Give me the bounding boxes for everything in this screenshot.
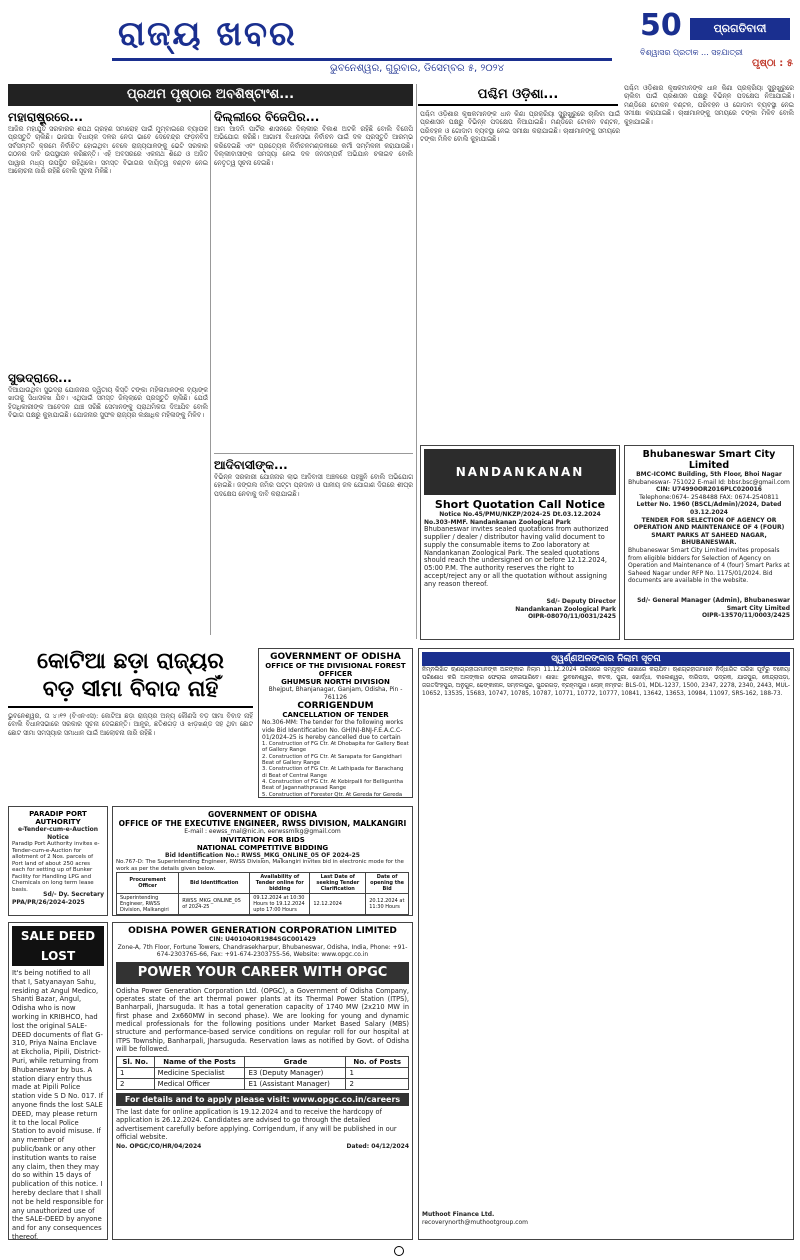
nandankanan-sign: Sd/- Deputy Director <box>546 598 616 606</box>
story-body-maharashtra: ଆଜିର ମହାଯୁତି ସରକାରର ଶପଥ ଗ୍ରହଣ ସମାରୋହ ପାଇଁ ମୁମ୍ବାଇରେ ବ୍ୟାପକ ପ୍ରସ୍ତୁତି ଚାଲିଛି। ଭାଜପା ବିଧାୟକ ଦଳର ନେତା ଭାବେ ଦେବେନ୍ଦ୍ର ଫଡ଼ନବିସ ସର୍ବସମ୍ମତି କ୍ରମେ ନିର୍ବାଚିତ ହୋଇଥିବା ବେଳେ ରାଜ୍ୟପାଳଙ୍କୁ ଭେଟି ସରକାର ଗଠନର ଦାବି ଉପସ୍ଥାପନ କରିଛନ୍ତି। ଏହି ଅବସରରେ ଏକନାଥ ଶିନ୍ଦେ ଓ ଅଜିତ ପାୱାର ମଧ୍ୟ ଉପସ୍ଥିତ ରହିଥିଲେ। ସମସ୍ତ ବିଭାଗର ଦାୟିତ୍ୱ ବଣ୍ଟନ ନେଇ ଆଲୋଚନା ଜାରି ରହିଛି ବୋଲି ସୂଚନା ମିଳିଛି। <box>8 125 208 176</box>
opgc-cell: Medicine Specialist <box>154 1068 245 1079</box>
gold-auction-ad <box>418 648 794 1240</box>
opgc-cell: Medical Officer <box>154 1079 245 1090</box>
rwss-col: Availability of Tender online for bidding <box>250 873 310 894</box>
rwss-head2: OFFICE OF THE EXECUTIVE ENGINEER, RWSS DIVISION, MALKANGIRI <box>118 819 407 828</box>
page-number: ପୃଷ୍ଠା : ୫ <box>752 58 794 69</box>
rwss-cell: Superintending Engineer, RWSS Division, Malkangiri <box>117 894 179 915</box>
table-row <box>117 1068 409 1079</box>
opgc-date: Dated: 04/12/2024 <box>346 1143 409 1151</box>
rwss-sub: NATIONAL COMPETITIVE BIDDING <box>196 843 329 852</box>
story-body-dilli: ଆମ ଆଦମି ପାର୍ଟିର ଶାସନରେ ଦିଲ୍ଲୀର ବିକାଶ ଅଟକି ରହିଛି ବୋଲି ବିଜେପି ଅଭିଯୋଗ କରିଛି। ଆଗାମୀ ବିଧାନସଭା ନିର୍ବାଚନ ପାଇଁ ଦଳ ପ୍ରସ୍ତୁତି ଆରମ୍ଭ କରିଦେଇଛି ଏବଂ ପ୍ରତ୍ୟେକ ନିର୍ବାଚନମଣ୍ଡଳୀରେ କର୍ମୀ ସମ୍ମିଳନୀ କରାଯାଉଛି। ଦିଲ୍ଲୀବାସୀଙ୍କ ସମସ୍ୟା ନେଇ ଦଳ ଜନସମ୍ପର୍କ ଅଭିଯାନ ଚଳାଇବ ବୋଲି ନେତୃତ୍ୱ ସୂଚନା ଦେଇଛି। <box>214 125 413 167</box>
paradip-sign: Sd/- Dy. Secretary <box>43 891 104 899</box>
rwss-ref: Bid Identification No.: RWSS_MKG_ONLINE_05 OF 2024-25 <box>165 851 360 859</box>
table-row <box>117 1079 409 1090</box>
opgc-cell: E3 (Deputy Manager) <box>245 1068 346 1079</box>
rwss-head1: GOVERNMENT OF ODISHA <box>208 810 317 819</box>
nandankanan-org: Nandankanan Zoological Park <box>515 605 616 613</box>
bsc-body: Bhubaneswar Smart City Limited invites proposals from eligible bidders for Selection of Agency on Operation and Maintenance of 4 (four) Smart Parks at Saheed Nagar under RFP No. 1175/01/2024. Bid documents are available in the website. <box>628 546 790 585</box>
rwss-cell: 20.12.2024 at 11:30 Hours <box>366 894 409 915</box>
sale-deed-body: It's being notified to all that I, Satyanayan Sahu, residing at Angul Medico, Shanti Bazar, Angul, Odisha who is now working in KRIBHCO, had lost the original SALE-DEED documents of flat G-310, Priya Naina Enclave at Ekcholia, Pipili, District-Puri, while returning from Bhubaneswar by bus. A station diary entry thus made at Pipili Police station vide S D No. 017. If anyone finds the lost SALE DEED, may please return it to the local Police Station to avoid misuse. If any member of public/bank or any other institution wants to raise any claim, then they may do so within 15 days of publication of this notice. I hereby declare that I shall not be held responsible for any unauthorized use of the SALE-DEED by anyone and for any consequences thereof. <box>12 969 104 1240</box>
opgc-cell: 1 <box>117 1068 155 1079</box>
auction-sign: Muthoot Finance Ltd. <box>422 1211 495 1218</box>
ghumsur-head2: OFFICE OF THE DIVISIONAL FOREST OFFICER <box>265 662 406 678</box>
auction-footer: recoverynorth@muthootgroup.com <box>422 1218 528 1226</box>
ghumsur-addr: Bhejput, Bhanjanagar, Ganjam, Odisha, Pin - 761126 <box>268 686 403 701</box>
rwss-title: INVITATION FOR BIDS <box>220 835 305 844</box>
ghumsur-item: 5. Construction of Forester Qtr. At Gereda for Gereda <box>262 791 403 798</box>
opgc-col: Name of the Posts <box>154 1057 245 1068</box>
registration-mark <box>394 1246 404 1256</box>
opgc-cell: 1 <box>346 1068 409 1079</box>
nandankanan-sub: No.303-MMF. Nandankanan Zoological Park <box>424 518 571 526</box>
bsc-tel: Telephone:0674- 2548488 FAX: 0674-2540811 <box>639 493 779 501</box>
story-head-adivasi: ଆଦିବାସୀଙ୍କ... <box>214 453 413 473</box>
headline-line2: ବଡ଼ ସୀମା ବିବାଦ ନାହିଁ <box>42 677 219 702</box>
rwss-sign <box>116 915 409 916</box>
brand-logo: ପ୍ରଗତିବାଦୀ <box>690 18 790 40</box>
rwss-ad <box>112 806 413 916</box>
smart-city-ad <box>624 445 794 640</box>
ghumsur-item: 1. Construction of FG Ctr. At Dhobapita for Gallery Beat of Gallery Range <box>262 741 409 754</box>
nandankanan-ad <box>420 445 620 640</box>
rwss-table <box>116 872 409 915</box>
sale-deed-title: SALE DEED LOST <box>12 926 104 966</box>
opgc-cell: 2 <box>117 1079 155 1090</box>
opgc-cell: 2 <box>346 1079 409 1090</box>
opgc-ad <box>112 922 413 1240</box>
opgc-col: Grade <box>245 1057 346 1068</box>
auction-title: ସ୍ୱର୍ଣ୍ଣଅଳଙ୍କାର ନିଲାମ ସୂଚନା <box>422 652 790 666</box>
rwss-col: Procurement Officer <box>117 873 179 894</box>
opgc-last: The last date for online application is 19.12.2024 and to receive the hardcopy of application is 26.12.2024. Candidates are advised to go through the detailed advertisement carefully before applying. Corrigendum, if any will be published in our official website. <box>116 1108 397 1142</box>
column-far-right-story <box>624 84 794 440</box>
nandankanan-logo: NANDANKANAN <box>424 449 616 495</box>
opgc-addr: Zone-A, 7th Floor, Fortune Towers, Chandrasekharpur, Bhubaneswar, Odisha, India, Phone: +91-674-2303765-66, Fax: +91-674-2303755-56, Website: www.opgc.co.in <box>117 943 408 959</box>
story-body-adivasi: ବିଭିନ୍ନ ସରକାରୀ ଯୋଜନାର ଲାଭ ଆଦିବାସୀ ଅଞ୍ଚଳରେ ପହଞ୍ଚୁନି ବୋଲି ଅଭିଯୋଗ ହୋଇଛି। ଜଙ୍ଗଲ ଜମିର ପଟ୍ଟା ପ୍ରଦାନ ଓ ପାନୀୟ ଜଳ ଯୋଗାଣ ଦିଗରେ ଶୀଘ୍ର ପଦକ୍ଷେପ ନେବାକୁ ଦାବି କରାଯାଇଛି। <box>214 473 413 498</box>
ghumsur-sub: CANCELLATION OF TENDER <box>282 711 389 720</box>
page-title: ରାଜ୍ୟ ଖବର <box>118 14 297 54</box>
opgc-footer: For details and to apply please visit: www.opgc.co.in/careers <box>116 1093 409 1106</box>
column-divider <box>210 110 211 635</box>
opgc-col: Sl. No. <box>117 1057 155 1068</box>
ghumsur-title: CORRIGENDUM <box>297 701 374 712</box>
ghumsur-head3: GHUMSUR NORTH DIVISION <box>281 678 390 686</box>
bsc-oipr: OIPR-13570/11/0003/2425 <box>701 612 790 620</box>
ghumsur-item: 3. Construction of FG Ctr. At Lathipada for Barachang di Beat of Central Range <box>262 766 404 779</box>
dateline: ଭୁବନେଶ୍ୱର, ଗୁରୁବାର, ଡିସେମ୍ବର ୫, ୨୦୨୪ <box>330 63 505 74</box>
opgc-cell: E1 (Assistant Manager) <box>245 1079 346 1090</box>
auction-body: ନିମ୍ନଲିଖିତ ଋଣଗ୍ରହୀତାମାନଙ୍କ ଅଳଙ୍କାର ନିଲାମ 11.12.2024 ତାରିଖରେ ସମ୍ପୃକ୍ତ ଶାଖାରେ କରାଯିବ। ଋଣଗ୍ରହୀତାମାନେ ନିର୍ଦ୍ଧାରିତ ତାରିଖ ପୂର୍ବରୁ ବକେୟା ପରିଶୋଧ କରି ଅଳଙ୍କାର ଫେରାଇ ନେଇପାରିବେ। ଶାଖା: ଭୁବନେଶ୍ୱର, କଟକ, ପୁରୀ, ଖୋର୍ଦ୍ଧା, ବାଲେଶ୍ୱର, ବାରିପଦା, ଭଦ୍ରକ, ଯାଜପୁର, କେନ୍ଦ୍ରାପଡ଼ା, ଜଗତସିଂହପୁର, ଅନୁଗୁଳ, ଢେଙ୍କାନାଳ, ସମ୍ବଲପୁର, ସୁନ୍ଦରଗଡ଼, ବ୍ରହ୍ମପୁର। ଲୋନ୍ ନମ୍ବର: BLS-01, MDL-1237, 1500, 2347, 2278, 2340, 2443, MUL-10652, 13535, 15683, 10747, 10785, 10787, 10771, 10772, 10777, 10841, 13642, 13653, 10984, 11097, SRS-162, 188-73. <box>422 667 790 698</box>
opgc-col: No. of Posts <box>346 1057 409 1068</box>
jump-banner: ପଶ୍ଚିମ ଓଡ଼ିଶା... <box>418 84 618 106</box>
paradip-body: Paradip Port Authority invites e-Tender-cum-e-Auction for allotment of 2 Nos. parcels of Port land of about 250 acres each for setting up of Bunker Facility for Handling LPG and Chemicals on long term lease basis. <box>12 841 100 892</box>
bsc-addr: BMC-ICOMC Building, 5th Floor, Bhoi Nagar <box>636 471 782 478</box>
story-head-maharashtra: ମହାରାଷ୍ଟ୍ରରେ... <box>8 110 83 124</box>
opgc-body: Odisha Power Generation Corporation Ltd. (OPGC), a Government of Odisha Company, operates state of the art thermal power plants at its Thermal Power Station (ITPS), Banharpali, Jharsuguda. It has a total generation capacity of 1740 MW (2x210 MW in first phase and 2x660MW in second phase). We are looking for young and dynamic medical professionals for the following positions under Market Based Salary (MBS) structure and performance-based service conditions on regular roll for our hospital at ITPS Township, Banharpali, Jharsuguda. Reservation laws as notified by Govt. of Odisha will be followed. <box>116 986 409 1053</box>
rwss-col: Date of opening the Bid <box>366 873 409 894</box>
story-head-subhadra: ସୁଭଦ୍ରାରେ... <box>8 371 72 385</box>
bsc-title: Bhubaneswar Smart City Limited <box>642 449 776 471</box>
bsc-cin: CIN: U74990OR2016PLC020016 <box>656 486 762 494</box>
ghumsur-ad <box>258 648 413 798</box>
bsc-tender: TENDER FOR SELECTION OF AGENCY OR OPERATION AND MAINTENANCE OF 4 (FOUR) SMART PARKS AT SAHEED NAGAR, BHUBANESWAR. <box>633 516 785 547</box>
paradip-sub: e-Tender-cum-e-Auction Notice <box>17 826 99 841</box>
sale-deed-ad <box>8 922 108 1240</box>
rwss-body: No.767-D: The Superintending Engineer, RWSS Division, Malkangiri invites bid in electronic mode for the work as per the details given below. <box>116 859 404 872</box>
story-body-paschim: ପଶ୍ଚିମ ଓଡ଼ିଶାର କୃଷକମାନଙ୍କ ଧାନ କିଣା ପ୍ରକ୍ରିୟା ସୁରୁଖୁରୁରେ ଚାଲିବା ପାଇଁ ପ୍ରଶାସନ ପକ୍ଷରୁ ବିଭିନ୍ନ ପଦକ୍ଷେପ ନିଆଯାଇଛି। ମଣ୍ଡିରେ ଟୋକନ ବଣ୍ଟନ, ପରିବହନ ଓ ଗୋଦାମ ବ୍ୟବସ୍ଥା ନେଇ ସମୀକ୍ଷା କରାଯାଇଛି। ଚାଷୀମାନଙ୍କୁ ସମୟରେ ଟଙ୍କା ମିଳିବ ବୋଲି କୁହାଯାଇଛି। <box>420 110 620 144</box>
opgc-ref: No. OPGC/CO/HR/04/2024 <box>116 1143 202 1151</box>
bsc-sign: Sd/- General Manager (Admin), Bhubaneswar Smart City Limited <box>637 596 790 612</box>
rwss-email: E-mail : eewss_mal@nic.in, eerwssmlkg@gmail.com <box>184 828 341 835</box>
nandankanan-oipr: OIPR-08070/11/0031/2425 <box>527 613 616 621</box>
brand-tagline: ବିଶ୍ୱାସର ପ୍ରତୀକ ... ସହଯାତ୍ରୀ <box>640 48 743 57</box>
paradip-ad <box>8 806 108 916</box>
headline-box <box>8 648 253 708</box>
title-rule <box>112 58 612 61</box>
opgc-cin: CIN: U40104OR1984SGC001429 <box>208 936 316 943</box>
opgc-refline <box>116 1143 409 1151</box>
headline-body: ଭୁବନେଶ୍ୱର, ତା ୪।୧୨ (ବିଏନଏସ): କୋଟିଆ ଛଡ଼ା ରାଜ୍ୟର ଅନ୍ୟ କୌଣସି ବଡ଼ ସୀମା ବିବାଦ ନାହିଁ ବୋଲି ବିଧାନସଭାରେ ସରକାର ସୂଚନା ଦେଇଛନ୍ତି। ଆନ୍ଧ୍ର, ଛତିଶଗଡ଼ ଓ ଝାଡ଼ଖଣ୍ଡ ସହ ଥିବା ଛୋଟ ଛୋଟ ସୀମା ସମସ୍ୟାର ସମାଧାନ ପାଇଁ ଆଲୋଚନା ଜାରି ରହିଛି। <box>8 712 253 737</box>
nandankanan-ref: Notice No.45/PMU/NKZP/2024-25 Dt.03.12.2024 <box>439 511 601 518</box>
rwss-cell: RWSS_MKG_ONLINE_05 of 2024-25 <box>179 894 250 915</box>
rwss-col: Last Date of seeking Tender Clarification <box>310 873 366 894</box>
column-divider <box>416 84 417 639</box>
story-head-dilli: ଦିଲ୍ଲୀରେ ବିଜେପିର... <box>214 110 320 124</box>
opgc-title: ODISHA POWER GENERATION CORPORATION LIMITED <box>128 926 397 936</box>
story-body-subhadra: ଦିଆଯାଉଥିବା ସୁଭଦ୍ରା ଯୋଜନାର ଦ୍ୱିତୀୟ କିସ୍ତି ଟଙ୍କା ମହିଳାମାନଙ୍କ ବ୍ୟାଙ୍କ ଖାତାକୁ ସିଧାସଳଖ ଯିବ। ଏଥିପାଇଁ ସମସ୍ତ ଜିଲ୍ଲାରେ ପ୍ରସ୍ତୁତି ଚାଲିଛି। ଯେଉଁ ହିତାଧିକାରୀଙ୍କ ଆବେଦନ ଯାଞ୍ଚ ସରିଛି ସେମାନଙ୍କୁ ପ୍ରାଥମିକତା ଦିଆଯିବ ବୋଲି ବିଭାଗ ପକ୍ଷରୁ କୁହାଯାଇଛି। ଯୋଜନାର ସୁଫଳ ରାଜ୍ୟର ଲକ୍ଷାଧିକ ମହିଳାଙ୍କୁ ମିଳିବ। <box>8 386 208 420</box>
opgc-posts-table <box>116 1056 409 1090</box>
anniversary-logo: 50 <box>640 8 682 43</box>
continuation-banner: ପ୍ରଥମ ପୃଷ୍ଠାର ଅବଶିଷ୍ଟାଂଶ... <box>8 84 413 106</box>
masthead <box>0 0 800 78</box>
column-middle <box>214 110 413 640</box>
column-right-story <box>420 110 620 440</box>
story-body-paschim-cont: ପଶ୍ଚିମ ଓଡ଼ିଶାର କୃଷକମାନଙ୍କ ଧାନ କିଣା ପ୍ରକ୍ରିୟା ସୁରୁଖୁରୁରେ ଚାଲିବା ପାଇଁ ପ୍ରଶାସନ ପକ୍ଷରୁ ବିଭିନ୍ନ ପଦକ୍ଷେପ ନିଆଯାଇଛି। ମଣ୍ଡିରେ ଟୋକନ ବଣ୍ଟନ, ପରିବହନ ଓ ଗୋଦାମ ବ୍ୟବସ୍ଥା ନେଇ ସମୀକ୍ଷା କରାଯାଇଛି। ଚାଷୀମାନଙ୍କୁ ସମୟରେ ଟଙ୍କା ମିଳିବ ବୋଲି କୁହାଯାଇଛି। <box>624 84 794 126</box>
nandankanan-body: Bhubaneswar invites sealed quotations from authorized supplier / dealer / distributor having valid document to supply the consumable items to Zoo laboratory at Nandankanan Zoological Park. The sealed quotations should reach the undersigned on or before 12.12.2024, 05:00 P.M. The authority reserves the right to accept/reject any or all the quotation without assigning any reason thereof. <box>424 526 609 588</box>
rwss-cell: 12.12.2024 <box>310 894 366 915</box>
ghumsur-head1: GOVERNMENT OF ODISHA <box>270 652 401 662</box>
ghumsur-item: 2. Construction of FG Ctr. At Sarapata for Gangidhari Beat of Gallery Range <box>262 753 402 767</box>
rwss-col: Bid Identification <box>179 873 250 894</box>
bsc-addr2: Bhubaneswar- 751022 E-mail Id: bbsr.bsc@gmail.com <box>628 478 790 486</box>
headline-line1: କୋଟିଆ ଛଡ଼ା ରାଜ୍ୟର <box>37 649 224 674</box>
rwss-cell: 09.12.2024 at 10:30 Hours to 19.12.2024 upto 17:00 Hours <box>250 894 310 915</box>
paradip-oipr: PPA/PR/26/2024-2025 <box>12 898 85 906</box>
column-left <box>8 110 208 640</box>
ghumsur-body: No.306-MM: The tender for the following works vide Bid Identification No. GH(N)-BNJ-F.E.A.C.C-01/2024-25 is hereby cancelled due to certain <box>262 719 404 742</box>
paradip-title: PARADIP PORT AUTHORITY <box>29 810 87 826</box>
opgc-career: POWER YOUR CAREER WITH OPGC <box>116 962 409 984</box>
ghumsur-item: 4. Construction of FG Ctr. At Kebirpalli for Belliguntha Beat of Jagannathprasad Range <box>262 778 404 792</box>
bsc-letter: Letter No. 1960 (BSCL/Admin)/2024, Dated 03.12.2024 <box>636 501 782 516</box>
nandankanan-title: Short Quotation Call Notice <box>434 498 606 511</box>
